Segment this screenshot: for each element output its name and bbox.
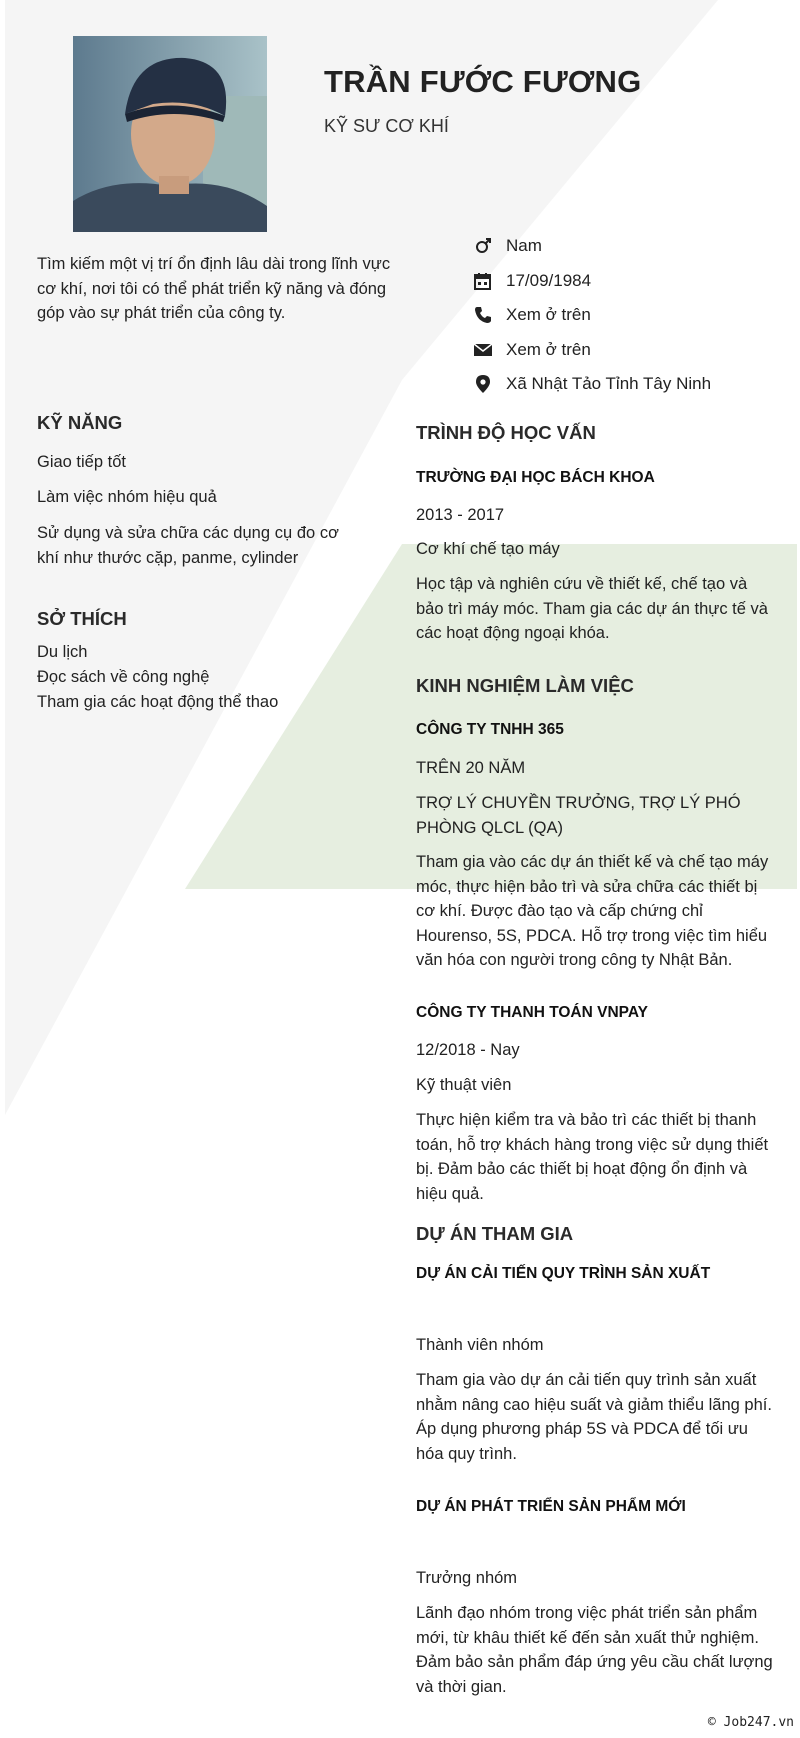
hobbies-heading: SỞ THÍCH (37, 608, 127, 629)
gender-icon (472, 235, 494, 257)
skills-heading: KỸ NĂNG (37, 412, 123, 433)
email-icon (472, 339, 494, 361)
contact-email (472, 333, 711, 368)
contact-gender (472, 229, 711, 264)
job-company: CÔNG TY TNHH 365 (416, 721, 564, 738)
project-description: Lãnh đạo nhóm trong việc phát triển sản phẩm mới, từ khâu thiết kế đến sản xuất thử nghiệm. Đảm bảo sản phẩm đáp ứng yêu cầu chất lượng và thời gian. (416, 1604, 773, 1696)
contact-info (472, 229, 711, 402)
contact-birthday (472, 264, 711, 299)
job-position: Kỹ thuật viên (416, 1076, 512, 1094)
project-role: Thành viên nhóm (416, 1336, 544, 1354)
avatar-icon (73, 36, 267, 232)
education-major: Cơ khí chế tạo máy (416, 540, 560, 558)
email-text: Xem ở trên (506, 339, 591, 359)
hobby-item: Du lịch (37, 643, 88, 661)
location-icon (472, 373, 494, 395)
projects-heading: DỰ ÁN THAM GIA (416, 1223, 574, 1244)
calendar-icon (472, 270, 494, 292)
career-objective: Tìm kiếm một vị trí ổn định lâu dài trong lĩnh vực cơ khí, nơi tôi có thể phát triển kỹ năng và đóng góp vào sự phát triển của công ty. (37, 255, 391, 322)
experience-heading: KINH NGHIỆM LÀM VIỆC (416, 675, 634, 696)
project-role: Trưởng nhóm (416, 1569, 518, 1587)
job-title: KỸ SƯ CƠ KHÍ (324, 116, 449, 136)
project-description: Tham gia vào dự án cải tiến quy trình sản xuất nhằm nâng cao hiệu suất và giảm thiểu lãng phí. Áp dụng phương pháp 5S và PDCA để tối ưu hóa quy trình. (416, 1371, 772, 1463)
contact-address (472, 367, 711, 402)
job-period: 12/2018 - Nay (416, 1041, 520, 1059)
birthday-text: 17/09/1984 (506, 270, 592, 290)
job-position: TRỢ LÝ CHUYỀN TRƯỞNG, TRỢ LÝ PHÓ PHÒNG QLCL (QA) (416, 794, 741, 837)
hobby-item: Tham gia các hoạt động thể thao (37, 693, 279, 711)
school-name: TRƯỜNG ĐẠI HỌC BÁCH KHOA (416, 469, 655, 486)
project-name: DỰ ÁN CẢI TIẾN QUY TRÌNH SẢN XUẤT (416, 1265, 711, 1282)
job-company: CÔNG TY THANH TOÁN VNPAY (416, 1004, 648, 1021)
phone-text: Xem ở trên (506, 305, 591, 325)
education-description: Học tập và nghiên cứu về thiết kế, chế tạo và bảo trì máy móc. Tham gia các dự án thực tế và các hoạt động ngoại khóa. (416, 575, 768, 642)
project-name: DỰ ÁN PHÁT TRIỂN SẢN PHẨM MỚI (416, 1498, 686, 1515)
phone-icon (472, 304, 494, 326)
job-period: TRÊN 20 NĂM (416, 759, 526, 777)
skill-item: Làm việc nhóm hiệu quả (37, 488, 217, 506)
gender-text: Nam (506, 236, 542, 256)
footer-copyright: © Job247.vn (707, 1715, 794, 1730)
candidate-name: TRẦN FƯỚC FƯƠNG (324, 64, 642, 99)
education-heading: TRÌNH ĐỘ HỌC VẤN (416, 422, 596, 443)
address-text: Xã Nhật Tảo Tỉnh Tây Ninh (506, 374, 712, 394)
job-description: Thực hiện kiểm tra và bảo trì các thiết bị thanh toán, hỗ trợ khách hàng trong việc sử dụng thiết bị. Đảm bảo các thiết bị hoạt động ổn định và hiệu quả. (416, 1111, 769, 1203)
job-description: Tham gia vào các dự án thiết kế và chế tạo máy móc, thực hiện bảo trì và sửa chữa các thiết bị cơ khí. Được đào tạo và cấp chứng chỉ Hourenso, 5S, PDCA. Hỗ trợ trong việc tìm hiểu văn hóa con người trong công ty Nhật Bản. (416, 853, 769, 969)
hobby-item: Đọc sách về công nghệ (37, 668, 210, 686)
profile-photo (73, 36, 267, 232)
contact-phone (472, 298, 711, 333)
education-period: 2013 - 2017 (416, 506, 505, 524)
skill-item: Giao tiếp tốt (37, 453, 126, 471)
skill-item: Sử dụng và sửa chữa các dụng cụ đo cơ khí như thước cặp, panme, cylinder (37, 524, 339, 567)
